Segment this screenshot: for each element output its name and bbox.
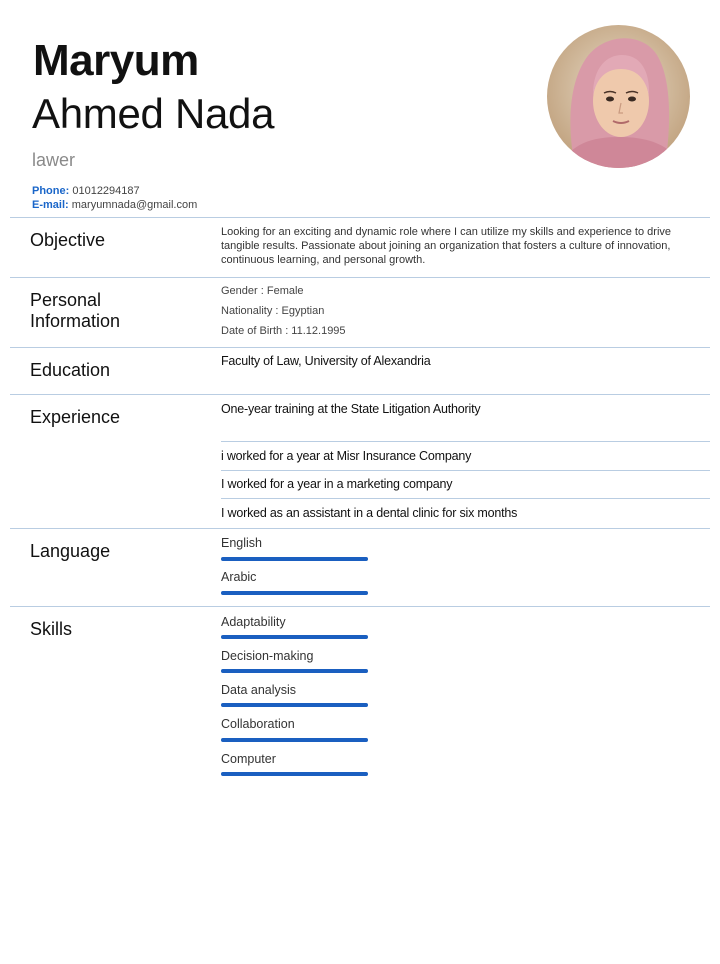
divider (10, 394, 710, 395)
objective-line: continuous learning, and personal growth. (221, 254, 426, 266)
skill-name: Data analysis (221, 683, 297, 697)
email-label: E-mail: (32, 199, 69, 211)
nationality: Nationality : Egyptian (221, 305, 325, 317)
gender: Gender : Female (221, 285, 304, 297)
language-level-fill (221, 557, 368, 561)
date-of-birth: Date of Birth : 11.12.1995 (221, 325, 346, 337)
language-name: Arabic (221, 570, 257, 584)
profile-photo (547, 25, 690, 168)
experience-entry: i worked for a year at Misr Insurance Company (221, 449, 472, 463)
divider (10, 217, 710, 218)
skill-level-bar (221, 669, 368, 673)
email-value: maryumnada@gmail.com (71, 199, 198, 211)
objective-text (221, 225, 671, 267)
phone-label: Phone: (32, 185, 70, 197)
language-level-bar (221, 591, 368, 595)
skill-level-fill (221, 669, 368, 673)
skill-name: Collaboration (221, 717, 295, 731)
section-title-language: Language (30, 541, 111, 561)
language-level-fill (221, 591, 368, 595)
experience-entry: I worked for a year in a marketing company (221, 477, 453, 491)
first-name: Maryum (33, 36, 199, 85)
divider (10, 347, 710, 348)
phone-line (32, 185, 140, 197)
language-level-bar (221, 557, 368, 561)
education-entry: Faculty of Law, University of Alexandria (221, 354, 431, 368)
section-title-line: Personal (30, 290, 102, 310)
divider (221, 498, 710, 499)
language-name: English (221, 536, 262, 550)
section-title-skills: Skills (30, 619, 73, 639)
job-title: lawer (32, 150, 76, 170)
skill-name: Adaptability (221, 615, 286, 629)
section-title-personal (30, 290, 120, 332)
section-title-experience: Experience (30, 407, 121, 427)
phone-value: 01012294187 (72, 185, 140, 197)
skill-level-bar (221, 635, 368, 639)
objective-line: Looking for an exciting and dynamic role where I can utilize my skills and experience to drive (221, 226, 672, 238)
skill-level-bar (221, 703, 368, 707)
divider (10, 528, 710, 529)
divider (221, 470, 710, 471)
skill-level-bar (221, 738, 368, 742)
divider (221, 441, 710, 442)
skill-name: Decision-making (221, 649, 314, 663)
email-line (32, 199, 197, 211)
divider (10, 606, 710, 607)
experience-entry: One-year training at the State Litigation Authority (221, 402, 481, 416)
section-title-education: Education (30, 360, 111, 380)
section-title-objective: Objective (30, 230, 106, 250)
skill-name: Computer (221, 752, 276, 766)
skill-level-bar (221, 772, 368, 776)
skill-level-fill (221, 703, 368, 707)
skill-level-fill (221, 635, 368, 639)
experience-entry: I worked as an assistant in a dental clinic for six months (221, 506, 518, 520)
section-title-line: Information (30, 311, 121, 331)
skill-level-fill (221, 772, 368, 776)
skill-level-fill (221, 738, 368, 742)
objective-line: tangible results. Passionate about joining an organization that fosters a culture of innovation, (221, 240, 671, 252)
last-name: Ahmed Nada (32, 90, 275, 137)
divider (10, 277, 710, 278)
